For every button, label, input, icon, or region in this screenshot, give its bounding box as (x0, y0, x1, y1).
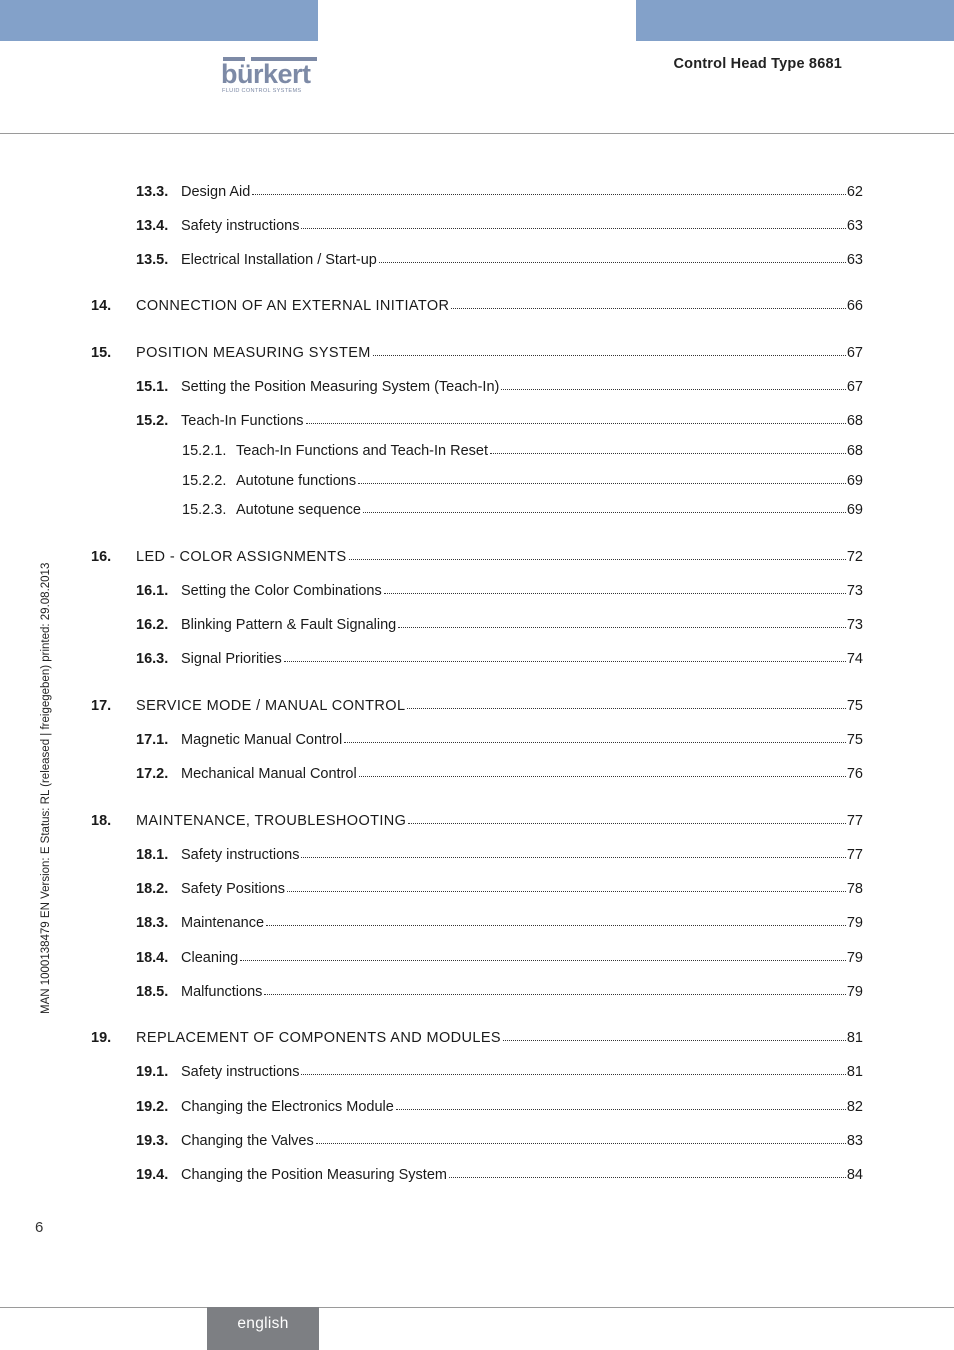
toc-entry-page: 69 (846, 473, 863, 489)
toc-entry-number: 13.3. (136, 184, 169, 200)
toc-entry-page: 63 (846, 252, 863, 268)
toc-entry[interactable] (136, 915, 863, 931)
toc-dot-leader (407, 708, 845, 709)
toc-entry-number: 15.2.2. (182, 473, 227, 489)
toc-entry-title: Malfunctions (181, 984, 263, 1000)
toc-entry[interactable] (136, 184, 863, 200)
toc-entry-title: Setting the Position Measuring System (Teach-In) (181, 379, 500, 395)
toc-entry-title: REPLACEMENT OF COMPONENTS AND MODULES (136, 1030, 502, 1046)
toc-dot-leader (344, 742, 846, 743)
toc-entry-number: 18. (91, 813, 112, 829)
toc-entry-title: Teach-In Functions and Teach-In Reset (236, 443, 489, 459)
toc-entry[interactable] (136, 1064, 863, 1080)
toc-entry[interactable] (136, 413, 863, 429)
toc-entry-number: 16.3. (136, 651, 169, 667)
toc-entry-title: Design Aid (181, 184, 251, 200)
toc-entry-number: 17. (91, 698, 112, 714)
toc-entry[interactable] (91, 698, 863, 714)
page-number: 6 (35, 1219, 44, 1236)
document-title: Control Head Type 8681 (673, 56, 842, 72)
toc-dot-leader (301, 228, 845, 229)
toc-dot-leader (408, 823, 846, 824)
toc-entry-title: POSITION MEASURING SYSTEM (136, 345, 371, 361)
toc-entry-number: 18.1. (136, 847, 169, 863)
toc-entry-title: MAINTENANCE, TROUBLESHOOTING (136, 813, 407, 829)
toc-entry-number: 18.2. (136, 881, 169, 897)
toc-entry-page: 73 (846, 617, 863, 633)
toc-dot-leader (301, 1074, 845, 1075)
toc-entry-page: 79 (846, 984, 863, 1000)
toc-entry-title: CONNECTION OF AN EXTERNAL INITIATOR (136, 298, 450, 314)
toc-entry-page: 77 (846, 847, 863, 863)
toc-entry[interactable] (136, 379, 863, 395)
toc-entry-page: 79 (846, 950, 863, 966)
toc-entry-page: 75 (846, 698, 863, 714)
toc-entry-page: 77 (846, 813, 863, 829)
toc-entry-number: 13.5. (136, 252, 169, 268)
toc-dot-leader (398, 627, 846, 628)
toc-dot-leader (252, 194, 846, 195)
toc-entry-title: Autotune functions (236, 473, 357, 489)
toc-entry-title: Signal Priorities (181, 651, 282, 667)
toc-entry-number: 19.3. (136, 1133, 169, 1149)
toc-entry-page: 81 (846, 1064, 863, 1080)
toc-entry-title: Blinking Pattern & Fault Signaling (181, 617, 397, 633)
toc-entry-page: 81 (846, 1030, 863, 1046)
document-metadata-note: MAN 1000138479 EN Version: E Status: RL (released | freigegeben) printed: 29.08.2013 (40, 562, 52, 1014)
toc-entry-page: 67 (846, 345, 863, 361)
toc-dot-leader (306, 423, 846, 424)
burkert-logo (221, 57, 319, 97)
toc-entry-number: 15.2.3. (182, 502, 227, 518)
toc-entry-number: 15. (91, 345, 112, 361)
logo-tagline: FLUID CONTROL SYSTEMS (222, 88, 302, 94)
logo-word: bürkert (221, 59, 311, 89)
toc-entry-title: Changing the Valves (181, 1133, 314, 1149)
toc-entry-title: Safety instructions (181, 218, 300, 234)
toc-dot-leader (501, 389, 846, 390)
toc-entry-number: 15.1. (136, 379, 169, 395)
toc-dot-leader (384, 593, 846, 594)
toc-dot-leader (363, 512, 846, 513)
toc-entry-page: 69 (846, 502, 863, 518)
toc-entry-title: Teach-In Functions (181, 413, 304, 429)
toc-entry[interactable] (91, 549, 863, 565)
toc-entry-page: 84 (846, 1167, 863, 1183)
toc-entry-page: 72 (846, 549, 863, 565)
language-tab: english (207, 1307, 319, 1350)
toc-dot-leader (287, 891, 846, 892)
toc-dot-leader (301, 857, 845, 858)
toc-entry-title: LED - COLOR ASSIGNMENTS (136, 549, 347, 565)
footer-divider (0, 1307, 954, 1308)
toc-entry[interactable] (182, 443, 863, 459)
toc-entry-title: Maintenance (181, 915, 265, 931)
toc-entry-title: Mechanical Manual Control (181, 766, 357, 782)
toc-entry[interactable] (91, 298, 863, 314)
toc-entry-title: Safety instructions (181, 1064, 300, 1080)
header-divider (0, 133, 954, 134)
toc-entry-title: Changing the Electronics Module (181, 1099, 394, 1115)
toc-entry[interactable] (136, 1133, 863, 1149)
toc-entry-title: Cleaning (181, 950, 239, 966)
toc-entry-page: 82 (846, 1099, 863, 1115)
toc-dot-leader (266, 925, 846, 926)
toc-entry-page: 83 (846, 1133, 863, 1149)
toc-entry-page: 78 (846, 881, 863, 897)
toc-dot-leader (503, 1040, 846, 1041)
toc-dot-leader (373, 355, 846, 356)
toc-entry[interactable] (136, 847, 863, 863)
toc-entry[interactable] (136, 218, 863, 234)
toc-entry-number: 16.1. (136, 583, 169, 599)
toc-entry-number: 13.4. (136, 218, 169, 234)
toc-entry-page: 75 (846, 732, 863, 748)
toc-entry[interactable] (91, 813, 863, 829)
toc-entry[interactable] (136, 252, 863, 268)
toc-dot-leader (396, 1109, 846, 1110)
toc-dot-leader (349, 559, 846, 560)
toc-entry[interactable] (136, 1167, 863, 1183)
toc-dot-leader (359, 776, 846, 777)
toc-entry[interactable] (136, 984, 863, 1000)
toc-entry-number: 19.4. (136, 1167, 169, 1183)
toc-entry[interactable] (136, 732, 863, 748)
toc-entry-title: Magnetic Manual Control (181, 732, 343, 748)
toc-dot-leader (358, 483, 846, 484)
toc-entry-title: Autotune sequence (236, 502, 361, 518)
toc-entry-title: Setting the Color Combinations (181, 583, 382, 599)
toc-dot-leader (264, 994, 845, 995)
toc-entry[interactable] (136, 881, 863, 897)
toc-entry-number: 17.1. (136, 732, 169, 748)
header-bar-left (0, 0, 318, 41)
toc-entry-number: 15.2. (136, 413, 169, 429)
toc-entry-number: 18.3. (136, 915, 169, 931)
toc-dot-leader (449, 1177, 846, 1178)
toc-dot-leader (451, 308, 845, 309)
toc-entry-number: 18.5. (136, 984, 169, 1000)
toc-entry-number: 16.2. (136, 617, 169, 633)
toc-entry-number: 19.2. (136, 1099, 169, 1115)
toc-entry[interactable] (136, 583, 863, 599)
toc-entry-page: 63 (846, 218, 863, 234)
toc-dot-leader (240, 960, 846, 961)
toc-entry-title: Safety Positions (181, 881, 285, 897)
toc-entry-number: 17.2. (136, 766, 169, 782)
toc-dot-leader (490, 453, 846, 454)
toc-entry[interactable] (91, 1030, 863, 1046)
toc-entry[interactable] (136, 766, 863, 782)
toc-entry[interactable] (136, 950, 863, 966)
toc-entry[interactable] (136, 651, 863, 667)
toc-entry-number: 18.4. (136, 950, 169, 966)
toc-entry-page: 74 (846, 651, 863, 667)
toc-entry-number: 15.2.1. (182, 443, 227, 459)
toc-entry-page: 67 (846, 379, 863, 395)
toc-entry[interactable] (182, 502, 863, 518)
toc-entry[interactable] (91, 345, 863, 361)
toc-entry-page: 68 (846, 413, 863, 429)
toc-entry-number: 19. (91, 1030, 112, 1046)
toc-entry-number: 16. (91, 549, 112, 565)
toc-entry[interactable] (182, 473, 863, 489)
toc-entry[interactable] (136, 617, 863, 633)
toc-entry-title: SERVICE MODE / MANUAL CONTROL (136, 698, 406, 714)
toc-entry-title: Safety instructions (181, 847, 300, 863)
toc-dot-leader (284, 661, 846, 662)
toc-entry-page: 66 (846, 298, 863, 314)
toc-entry-page: 62 (846, 184, 863, 200)
toc-entry[interactable] (136, 1099, 863, 1115)
toc-entry-number: 14. (91, 298, 112, 314)
toc-dot-leader (379, 262, 846, 263)
header-bar-right (636, 0, 954, 41)
toc-entry-title: Changing the Position Measuring System (181, 1167, 447, 1183)
toc-entry-page: 68 (846, 443, 863, 459)
toc-entry-title: Electrical Installation / Start-up (181, 252, 377, 268)
toc-entry-page: 76 (846, 766, 863, 782)
toc-entry-page: 79 (846, 915, 863, 931)
toc-dot-leader (316, 1143, 846, 1144)
toc-entry-number: 19.1. (136, 1064, 169, 1080)
toc-entry-page: 73 (846, 583, 863, 599)
